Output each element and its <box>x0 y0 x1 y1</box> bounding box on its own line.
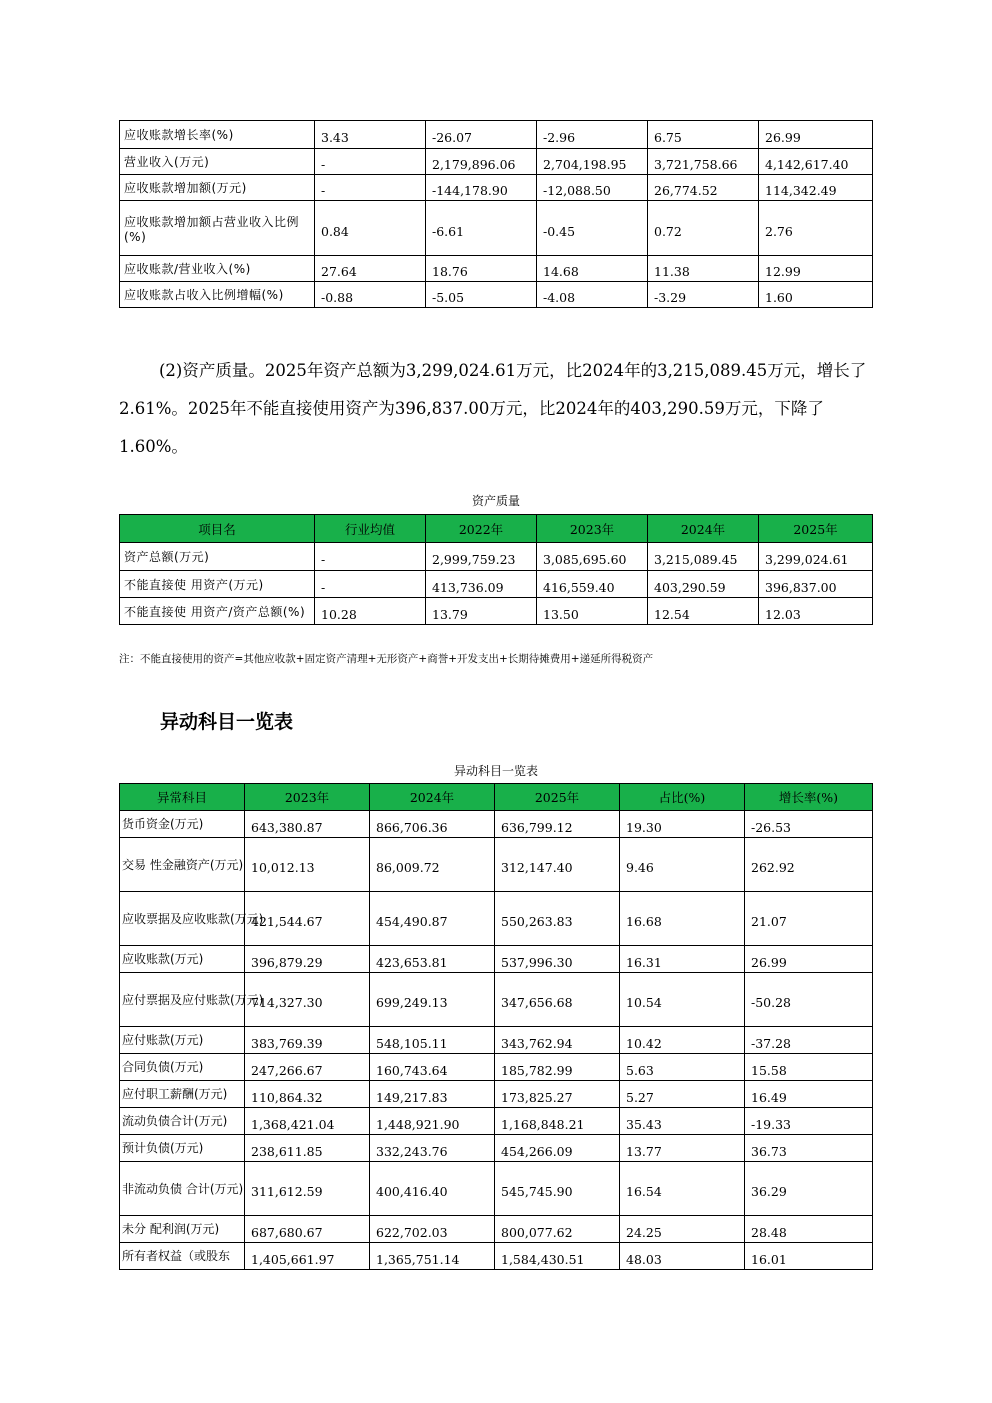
cell-value: -0.45 <box>537 201 648 256</box>
cell-value: 114,342.49 <box>759 175 873 201</box>
row-label: 不能直接使 用资产/资产总额(%) <box>120 598 315 625</box>
cell-value: 149,217.83 <box>370 1081 495 1108</box>
cell-value: 1,365,751.14 <box>370 1243 495 1270</box>
cell-value: 636,799.12 <box>495 811 620 838</box>
table-row <box>120 811 873 838</box>
row-label: 应收账款增长率(%) <box>120 121 315 149</box>
row-label: 应收账款(万元) <box>120 946 245 973</box>
table-row <box>120 175 873 201</box>
cell-value: 110,864.32 <box>245 1081 370 1108</box>
abnormal-items-table <box>119 783 873 1270</box>
cell-value: 11.38 <box>648 256 759 282</box>
table-row <box>120 256 873 282</box>
cell-value: 0.72 <box>648 201 759 256</box>
cell-value: 27.64 <box>315 256 426 282</box>
column-header: 2022年 <box>426 515 537 543</box>
cell-value: 9.46 <box>620 838 745 892</box>
cell-value: 1,405,661.97 <box>245 1243 370 1270</box>
cell-value: 3,721,758.66 <box>648 149 759 175</box>
cell-value: 2,704,198.95 <box>537 149 648 175</box>
row-label: 应收账款增加额占营业收入比例(%) <box>120 201 315 256</box>
cell-value: 16.68 <box>620 892 745 946</box>
table-row <box>120 1108 873 1135</box>
cell-value: 86,009.72 <box>370 838 495 892</box>
cell-value: 26.99 <box>759 121 873 149</box>
column-header: 项目名 <box>120 515 315 543</box>
cell-value: 5.27 <box>620 1081 745 1108</box>
table-row <box>120 121 873 149</box>
cell-value: -19.33 <box>745 1108 873 1135</box>
cell-value: 2.76 <box>759 201 873 256</box>
cell-value: 185,782.99 <box>495 1054 620 1081</box>
cell-value: 3,299,024.61 <box>759 543 873 571</box>
cell-value: -6.61 <box>426 201 537 256</box>
asset-quality-caption: 资产质量 <box>471 494 520 508</box>
cell-value: 10,012.13 <box>245 838 370 892</box>
cell-value: -144,178.90 <box>426 175 537 201</box>
row-label: 合同负债(万元) <box>120 1054 245 1081</box>
cell-value: 2,179,896.06 <box>426 149 537 175</box>
cell-value: 454,266.09 <box>495 1135 620 1162</box>
row-label: 流动负债合计(万元) <box>120 1108 245 1135</box>
row-label: 应收票据及应收账款(万元) <box>120 892 245 946</box>
cell-value: 0.84 <box>315 201 426 256</box>
cell-value: 36.73 <box>745 1135 873 1162</box>
row-label: 非流动负债 合计(万元) <box>120 1162 245 1216</box>
cell-value: 238,611.85 <box>245 1135 370 1162</box>
column-header: 增长率(%) <box>745 784 873 811</box>
cell-value: 413,736.09 <box>426 571 537 598</box>
cell-value: 416,559.40 <box>537 571 648 598</box>
cell-value: 13.79 <box>426 598 537 625</box>
cell-value: 5.63 <box>620 1054 745 1081</box>
cell-value: 6.75 <box>648 121 759 149</box>
cell-value: 19.30 <box>620 811 745 838</box>
column-header: 异常科目 <box>120 784 245 811</box>
cell-value: 35.43 <box>620 1108 745 1135</box>
row-label: 所有者权益（或股东 <box>120 1243 245 1270</box>
cell-value: 10.28 <box>315 598 426 625</box>
cell-value: 311,612.59 <box>245 1162 370 1216</box>
cell-value: 21.07 <box>745 892 873 946</box>
column-header: 2025年 <box>759 515 873 543</box>
cell-value: 247,266.67 <box>245 1054 370 1081</box>
cell-value: 2,999,759.23 <box>426 543 537 571</box>
cell-value: 16.01 <box>745 1243 873 1270</box>
row-label: 未分 配利润(万元) <box>120 1216 245 1243</box>
cell-value: -2.96 <box>537 121 648 149</box>
cell-value: 423,653.81 <box>370 946 495 973</box>
table-row <box>120 282 873 308</box>
cell-value: 28.48 <box>745 1216 873 1243</box>
cell-value: 1,368,421.04 <box>245 1108 370 1135</box>
section-title: 异动科目一览表 <box>160 711 294 733</box>
cell-value: 400,416.40 <box>370 1162 495 1216</box>
cell-value: 160,743.64 <box>370 1054 495 1081</box>
cell-value: 643,380.87 <box>245 811 370 838</box>
cell-value: 1.60 <box>759 282 873 308</box>
cell-value: -26.07 <box>426 121 537 149</box>
cell-value: 36.29 <box>745 1162 873 1216</box>
cell-value: 13.77 <box>620 1135 745 1162</box>
cell-value: 548,105.11 <box>370 1027 495 1054</box>
row-label: 应付账款(万元) <box>120 1027 245 1054</box>
cell-value: 312,147.40 <box>495 838 620 892</box>
cell-value: 421,544.67 <box>245 892 370 946</box>
table-row <box>120 1243 873 1270</box>
cell-value: 16.49 <box>745 1081 873 1108</box>
cell-value: 13.50 <box>537 598 648 625</box>
cell-value: 1,448,921.90 <box>370 1108 495 1135</box>
row-label: 应付职工薪酬(万元) <box>120 1081 245 1108</box>
cell-value: 3.43 <box>315 121 426 149</box>
cell-value: 26,774.52 <box>648 175 759 201</box>
cell-value: 26.99 <box>745 946 873 973</box>
row-label: 应收账款占收入比例增幅(%) <box>120 282 315 308</box>
cell-value: -0.88 <box>315 282 426 308</box>
column-header: 行业均值 <box>315 515 426 543</box>
cell-value: 347,656.68 <box>495 973 620 1027</box>
cell-value: 866,706.36 <box>370 811 495 838</box>
column-header: 占比(%) <box>620 784 745 811</box>
cell-value: 1,168,848.21 <box>495 1108 620 1135</box>
cell-value: 16.31 <box>620 946 745 973</box>
table-row <box>120 149 873 175</box>
cell-value: 403,290.59 <box>648 571 759 598</box>
table-row <box>120 1027 873 1054</box>
column-header: 2025年 <box>495 784 620 811</box>
cell-value: 699,249.13 <box>370 973 495 1027</box>
row-label: 货币资金(万元) <box>120 811 245 838</box>
abnormal-items-caption: 异动科目一览表 <box>453 764 538 778</box>
table-row <box>120 1216 873 1243</box>
cell-value: 262.92 <box>745 838 873 892</box>
cell-value: 396,837.00 <box>759 571 873 598</box>
cell-value: -3.29 <box>648 282 759 308</box>
table-row <box>120 543 873 571</box>
asset-quality-note: 注：不能直接使用的资产=其他应收款+固定资产清理+无形资产+商誉+开发支出+长期待摊费用+递延所得税资产 <box>119 653 654 665</box>
row-label: 资产总额(万元) <box>120 543 315 571</box>
row-label: 应收账款/营业收入(%) <box>120 256 315 282</box>
cell-value: 12.03 <box>759 598 873 625</box>
cell-value: 173,825.27 <box>495 1081 620 1108</box>
cell-value: -50.28 <box>745 973 873 1027</box>
table-row <box>120 571 873 598</box>
cell-value: 18.76 <box>426 256 537 282</box>
table-row <box>120 1081 873 1108</box>
table-row <box>120 201 873 256</box>
cell-value: 383,769.39 <box>245 1027 370 1054</box>
column-header: 2023年 <box>537 515 648 543</box>
column-header: 2023年 <box>245 784 370 811</box>
cell-value: -26.53 <box>745 811 873 838</box>
cell-value: 332,243.76 <box>370 1135 495 1162</box>
cell-value: 550,263.83 <box>495 892 620 946</box>
cell-value: 800,077.62 <box>495 1216 620 1243</box>
column-header: 2024年 <box>370 784 495 811</box>
cell-value: 454,490.87 <box>370 892 495 946</box>
row-label: 不能直接使 用资产(万元) <box>120 571 315 598</box>
cell-value: 12.54 <box>648 598 759 625</box>
cell-value: -5.05 <box>426 282 537 308</box>
cell-value: 3,215,089.45 <box>648 543 759 571</box>
cell-value: 15.58 <box>745 1054 873 1081</box>
cell-value: 4,142,617.40 <box>759 149 873 175</box>
cell-value: -12,088.50 <box>537 175 648 201</box>
table-row <box>120 838 873 892</box>
row-label: 应付票据及应付账款(万元) <box>120 973 245 1027</box>
asset-quality-paragraph: (2)资产质量。2025年资产总额为3,299,024.61万元，比2024年的3,215,089.45万元，增长了2.61%。2025年不能直接使用资产为396,837.00万元，比2024年的403,290.59万元，下降了1.60%。 <box>119 361 867 456</box>
row-label: 营业收入(万元) <box>120 149 315 175</box>
table-row <box>120 892 873 946</box>
cell-value: 14.68 <box>537 256 648 282</box>
cell-value: 537,996.30 <box>495 946 620 973</box>
cell-value: 3,085,695.60 <box>537 543 648 571</box>
table-row <box>120 973 873 1027</box>
cell-value: 24.25 <box>620 1216 745 1243</box>
row-label: 预计负债(万元) <box>120 1135 245 1162</box>
cell-value: 10.54 <box>620 973 745 1027</box>
cell-value: 48.03 <box>620 1243 745 1270</box>
asset-quality-table <box>119 514 873 625</box>
cell-value: 687,680.67 <box>245 1216 370 1243</box>
row-label: 交易 性金融资产(万元) <box>120 838 245 892</box>
cell-value: - <box>315 543 426 571</box>
cell-value: 714,327.30 <box>245 973 370 1027</box>
cell-value: 1,584,430.51 <box>495 1243 620 1270</box>
table-row <box>120 946 873 973</box>
cell-value: 396,879.29 <box>245 946 370 973</box>
cell-value: 545,745.90 <box>495 1162 620 1216</box>
cell-value: - <box>315 571 426 598</box>
table-row <box>120 1135 873 1162</box>
row-label: 应收账款增加额(万元) <box>120 175 315 201</box>
column-header: 2024年 <box>648 515 759 543</box>
cell-value: 10.42 <box>620 1027 745 1054</box>
cell-value: 343,762.94 <box>495 1027 620 1054</box>
cell-value: 12.99 <box>759 256 873 282</box>
receivables-table <box>119 120 873 308</box>
cell-value: -4.08 <box>537 282 648 308</box>
cell-value: -37.28 <box>745 1027 873 1054</box>
table-row <box>120 1162 873 1216</box>
cell-value: - <box>315 175 426 201</box>
table-row <box>120 1054 873 1081</box>
cell-value: - <box>315 149 426 175</box>
cell-value: 622,702.03 <box>370 1216 495 1243</box>
table-row <box>120 598 873 625</box>
cell-value: 16.54 <box>620 1162 745 1216</box>
